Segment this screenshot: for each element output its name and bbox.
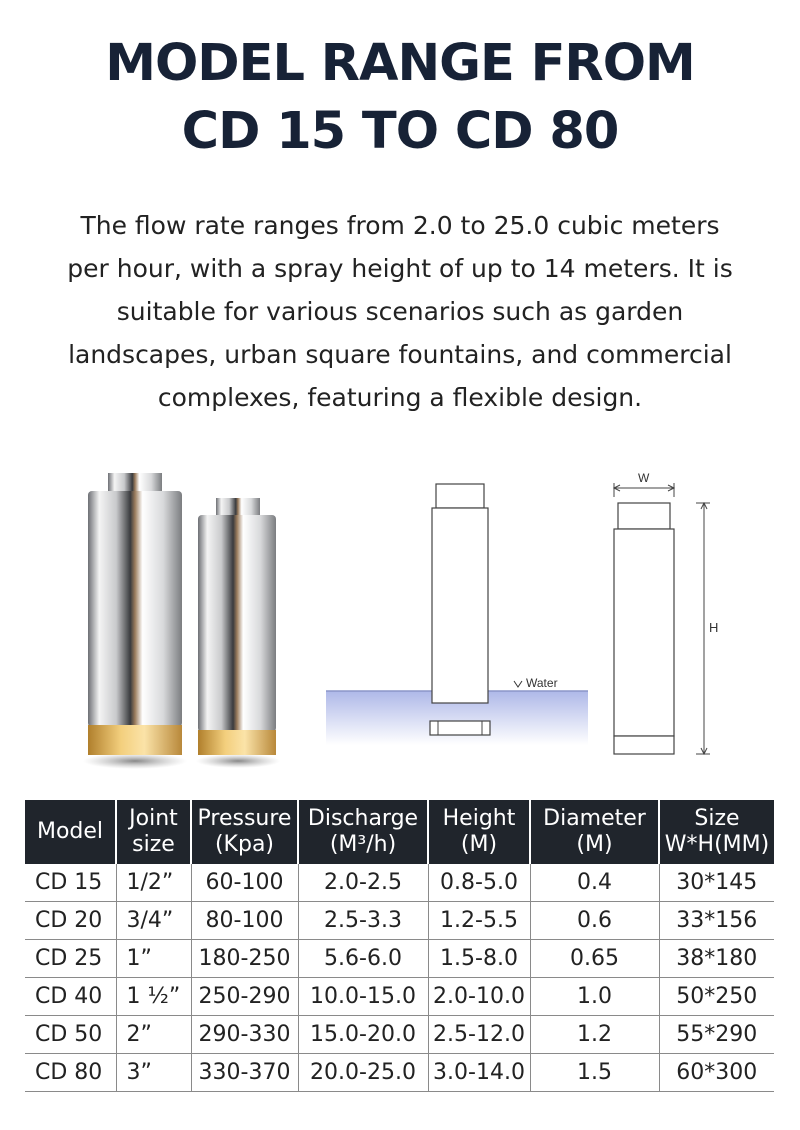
cell-model: CD 20 [25,902,116,940]
cell-pressure: 60-100 [191,864,298,902]
cell-size: 30*145 [659,864,774,902]
table-row [25,902,774,940]
cell-size: 50*250 [659,978,774,1016]
cell-model: CD 15 [25,864,116,902]
cell-diameter: 0.65 [530,940,659,978]
height-label: H [709,620,719,635]
cell-discharge: 10.0-15.0 [298,978,428,1016]
cell-joint-size: 3” [116,1054,191,1092]
cell-discharge: 2.5-3.3 [298,902,428,940]
title-line-1: MODEL RANGE FROM [105,34,695,93]
cell-joint-size: 1 ½” [116,978,191,1016]
width-label: W [638,471,650,485]
cell-model: CD 50 [25,1016,116,1054]
cell-pressure: 180-250 [191,940,298,978]
cell-discharge: 15.0-20.0 [298,1016,428,1054]
table-row [25,940,774,978]
cell-diameter: 1.2 [530,1016,659,1054]
cell-height: 1.5-8.0 [428,940,530,978]
cell-pressure: 330-370 [191,1054,298,1092]
cell-size: 38*180 [659,940,774,978]
description-line: suitable for various scenarios such as garden [116,297,684,326]
cell-size: 33*156 [659,902,774,940]
description-line: per hour, with a spray height of up to 14 meters. It is [67,254,733,283]
cell-pressure: 290-330 [191,1016,298,1054]
cell-height: 2.0-10.0 [428,978,530,1016]
header-size: Size W*H(MM) [659,800,774,864]
table-row [25,978,774,1016]
description-line: landscapes, urban square fountains, and commercial [68,340,732,369]
page-title [0,30,800,166]
cell-joint-size: 2” [116,1016,191,1054]
table-row [25,1016,774,1054]
description-line: The flow rate ranges from 2.0 to 25.0 cubic meters [80,211,720,240]
dimension-diagram [600,465,730,765]
cell-discharge: 5.6-6.0 [298,940,428,978]
header-discharge: Discharge (M³/h) [298,800,428,864]
table-row [25,1054,774,1092]
header-model: Model [25,800,116,864]
cell-model: CD 25 [25,940,116,978]
cell-height: 1.2-5.5 [428,902,530,940]
large-nozzle [83,473,187,769]
cell-size: 55*290 [659,1016,774,1054]
cell-diameter: 1.0 [530,978,659,1016]
small-nozzle [196,498,280,768]
cell-height: 3.0-14.0 [428,1054,530,1092]
cell-joint-size: 1” [116,940,191,978]
cell-diameter: 1.5 [530,1054,659,1092]
cell-height: 0.8-5.0 [428,864,530,902]
header-joint-size: Joint size [116,800,191,864]
cell-pressure: 80-100 [191,902,298,940]
water-label: Water [526,676,558,690]
cell-discharge: 2.0-2.5 [298,864,428,902]
title-line-2: CD 15 TO CD 80 [181,102,619,161]
table-row [25,864,774,902]
spec-table [25,800,774,1092]
cell-model: CD 80 [25,1054,116,1092]
description [40,204,760,419]
cell-joint-size: 1/2” [116,864,191,902]
header-pressure: Pressure (Kpa) [191,800,298,864]
header-diameter: Diameter (M) [530,800,659,864]
cell-height: 2.5-12.0 [428,1016,530,1054]
header-height: Height (M) [428,800,530,864]
description-line: complexes, featuring a flexible design. [157,383,643,412]
installation-diagram [322,465,592,755]
cell-joint-size: 3/4” [116,902,191,940]
cell-pressure: 250-290 [191,978,298,1016]
product-photo [70,455,300,785]
cell-model: CD 40 [25,978,116,1016]
cell-diameter: 0.6 [530,902,659,940]
table-header-row [25,800,774,864]
cell-discharge: 20.0-25.0 [298,1054,428,1092]
cell-size: 60*300 [659,1054,774,1092]
cell-diameter: 0.4 [530,864,659,902]
